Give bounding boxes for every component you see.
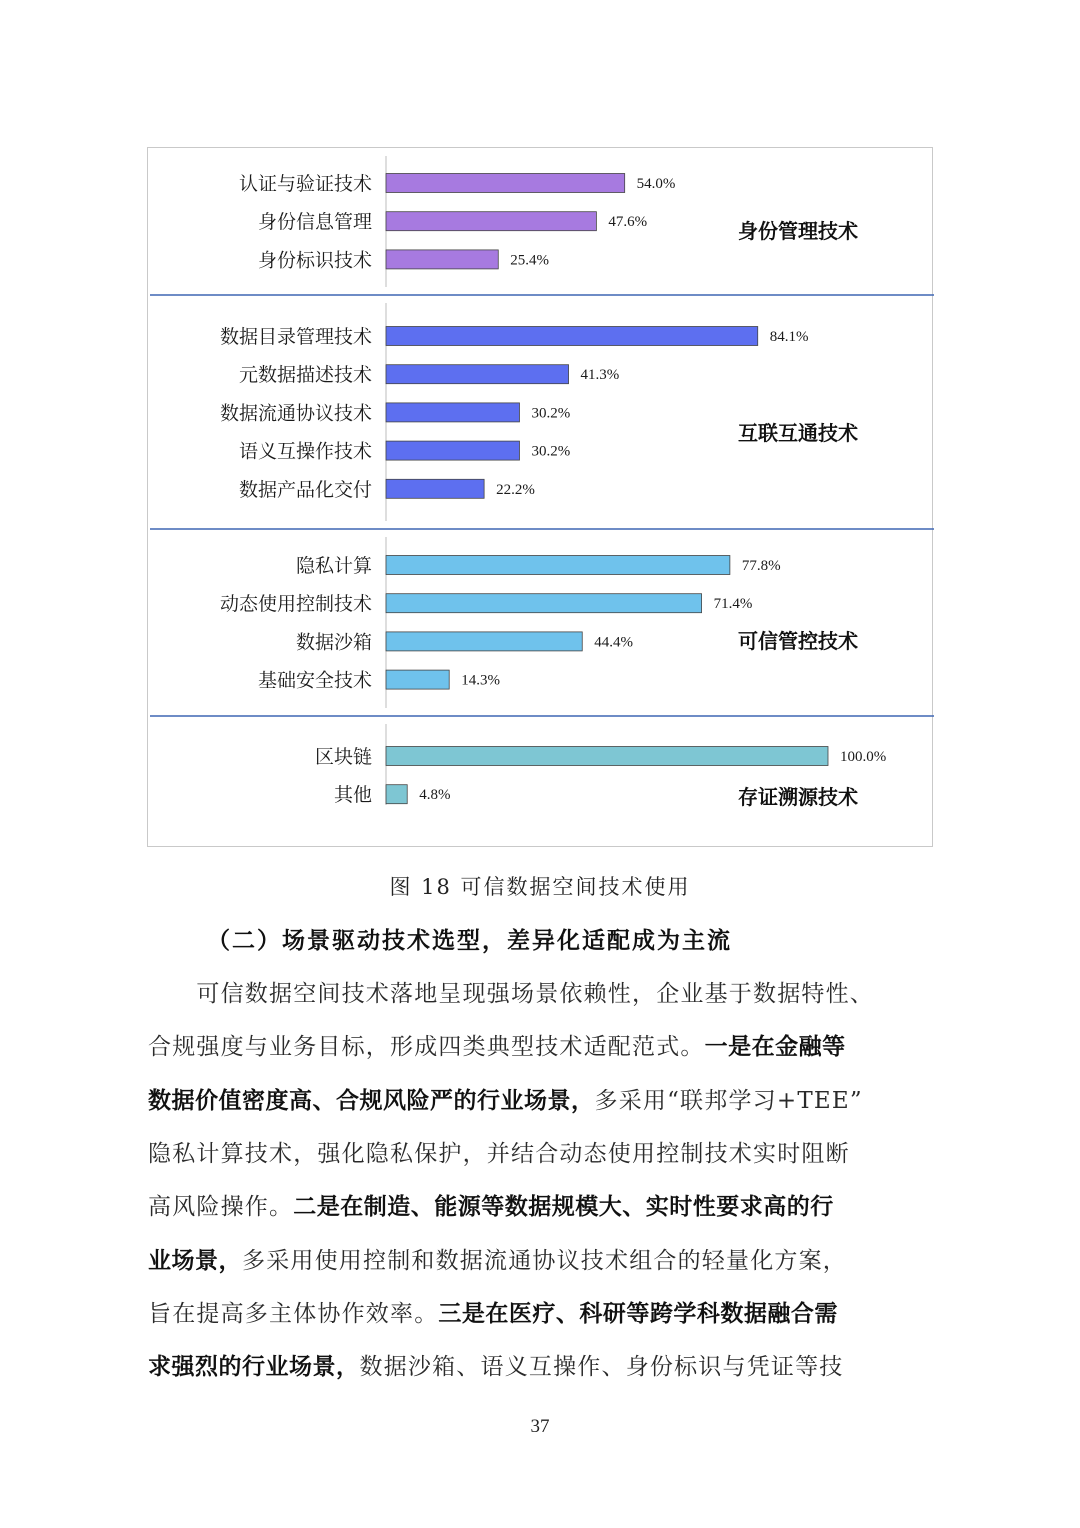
group-label: 可信管控技术	[738, 629, 858, 653]
text-span: 合规强度与业务目标，形成四类典型技术适配范式。	[148, 1034, 705, 1061]
category-label: 认证与验证技术	[238, 173, 372, 195]
data-label: 14.3%	[461, 672, 500, 689]
bar	[386, 250, 498, 269]
data-label: 4.8%	[419, 787, 451, 804]
data-label: 100.0%	[840, 749, 887, 765]
bar	[386, 632, 582, 651]
data-label: 30.2%	[531, 443, 571, 460]
body-line	[148, 1341, 844, 1393]
data-label: 84.1%	[769, 329, 809, 345]
category-label: 数据沙箱	[295, 631, 372, 654]
category-label: 动态使用控制技术	[219, 593, 372, 616]
category-label: 身份信息管理	[257, 211, 372, 234]
data-label: 25.4%	[510, 252, 550, 269]
bar	[386, 785, 407, 804]
body-line	[148, 1181, 834, 1233]
text-span: 多采用使用控制和数据流通协议技术组合的轻量化方案，	[242, 1247, 847, 1274]
data-label: 71.4%	[713, 596, 753, 613]
emphasis-text: 业场景，	[148, 1247, 242, 1274]
category-label: 元数据描述技术	[238, 364, 372, 387]
bar	[386, 365, 569, 384]
category-label: 隐私计算	[295, 555, 372, 577]
category-label: 区块链	[314, 746, 372, 768]
text-span: 多采用“联邦学习+TEE”	[594, 1087, 863, 1114]
category-label: 基础安全技术	[257, 669, 372, 692]
emphasis-text: 一是在金融等	[704, 1034, 846, 1061]
figure-caption: 图 18 可信数据空间技术使用	[389, 875, 691, 899]
bar	[386, 556, 730, 575]
body-line	[148, 1288, 838, 1340]
emphasis-text: 数据价值密度高、合规风险严的行业场景，	[148, 1087, 595, 1114]
data-label: 54.0%	[636, 176, 676, 192]
emphasis-text: 二是在制造、能源等数据规模大、实时性要求高的行	[293, 1194, 834, 1221]
bar	[386, 747, 828, 766]
bar	[386, 441, 519, 460]
data-label: 47.6%	[608, 214, 648, 231]
group-label: 互联互通技术	[738, 421, 858, 445]
data-label: 30.2%	[531, 405, 571, 422]
text-span: 高风险操作。	[148, 1194, 294, 1221]
category-label: 数据目录管理技术	[219, 326, 372, 348]
category-label: 语义互操作技术	[238, 440, 372, 463]
technology-usage-bar-chart	[148, 148, 934, 848]
body-line	[148, 1128, 850, 1180]
bar	[386, 174, 625, 193]
bar	[386, 327, 758, 346]
bar	[386, 479, 484, 498]
chart-frame	[147, 147, 933, 847]
bar	[386, 212, 596, 231]
emphasis-text: 三是在医疗、科研等跨学科数据融合需	[438, 1300, 838, 1327]
bar	[386, 670, 449, 689]
data-label: 77.8%	[741, 558, 781, 574]
text-span: 可信数据空间技术落地呈现强场景依赖性，企业基于数据特性、	[148, 981, 874, 1007]
body-line	[148, 1235, 847, 1287]
text-span: 旨在提高多主体协作效率。	[148, 1300, 439, 1327]
category-label: 数据产品化交付	[238, 478, 372, 501]
text-span: 隐私计算技术，强化隐私保护，并结合动态使用控制技术实时阻断	[148, 1140, 850, 1167]
group-label: 身份管理技术	[738, 219, 858, 243]
group-label: 存证溯源技术	[738, 785, 858, 809]
category-label: 数据流通协议技术	[219, 402, 372, 425]
body-line	[148, 1021, 846, 1073]
body-line	[148, 1075, 863, 1127]
section-heading: （二）场景驱动技术选型，差异化适配成为主流	[207, 927, 732, 954]
bar	[386, 594, 702, 613]
category-label: 其他	[333, 784, 372, 807]
text-span: 数据沙箱、语义互操作、身份标识与凭证等技	[359, 1354, 844, 1381]
bar	[386, 403, 519, 422]
data-label: 22.2%	[496, 481, 535, 498]
emphasis-text: 求强烈的行业场景，	[148, 1354, 360, 1381]
data-label: 44.4%	[594, 634, 633, 651]
data-label: 41.3%	[580, 367, 620, 384]
body-line	[148, 968, 874, 1020]
page-number: 37	[530, 1416, 550, 1437]
category-label: 身份标识技术	[257, 249, 372, 272]
